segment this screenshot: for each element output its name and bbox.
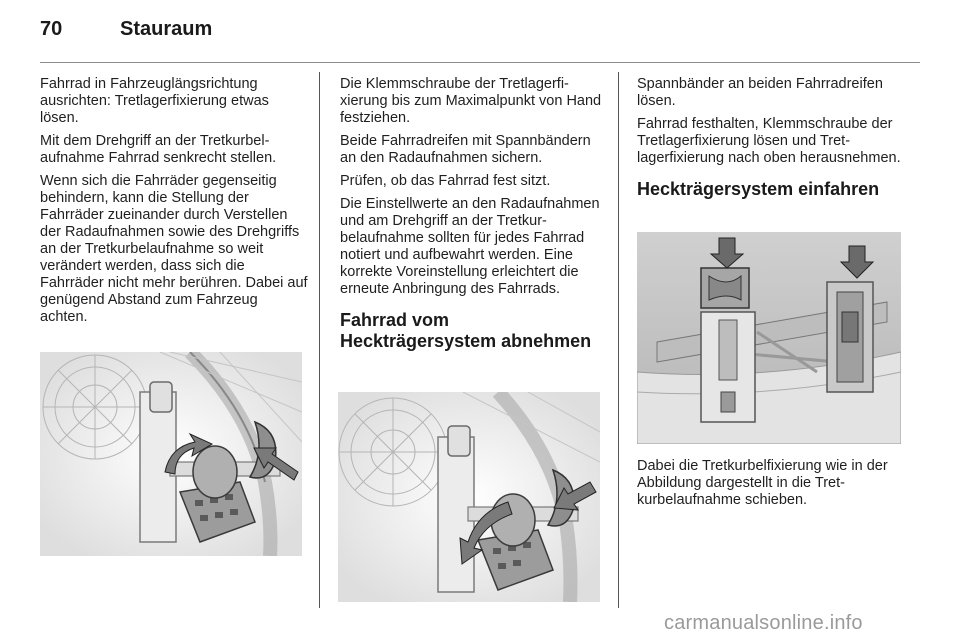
- paragraph-insert-fixture: Dabei die Tretkurbelfixierung wie in der Abbildung dargestellt in die Tretkurbelaufnahme schieben.: [637, 458, 888, 508]
- remove-bike-drawing: [338, 392, 600, 602]
- column-3-lower: [637, 458, 905, 515]
- illustration-pedal-mount: [40, 352, 302, 556]
- heading-retract-carrier: Heckträgersystem einfahren: [637, 179, 880, 199]
- illustration-retract-carrier: [637, 232, 901, 444]
- column-3: [637, 76, 905, 212]
- page-header: [40, 18, 920, 52]
- pedal-mount-drawing: [40, 352, 302, 556]
- paragraph-release-straps: Spannbänder an beiden Fahrradreifen lösen.: [637, 76, 883, 109]
- heading-remove-bike: Fahrrad vom Heckträgersystem abnehmen: [340, 310, 592, 351]
- column-divider-2: [618, 72, 619, 608]
- column-1: [40, 76, 308, 332]
- paragraph-align-bike: Fahrrad in Fahrzeuglängsrichtung ausrichten: Tretlagerfixierung etwas lösen.: [40, 76, 269, 126]
- retract-carrier-drawing: [637, 232, 901, 444]
- watermark: carmanualsonline.info: [664, 612, 863, 634]
- illustration-remove-bike: [338, 392, 600, 602]
- paragraph-hold-bike: Fahrrad festhalten, Klemmschraube der Tretlagerfixierung lösen und Tretlagerfixierung nach oben herausnehmen.: [637, 116, 901, 166]
- column-2: [340, 76, 608, 364]
- page-title: Stauraum: [120, 18, 213, 40]
- paragraph-secure-tyres: Beide Fahrradreifen mit Spannbändern an den Radaufnahmen sichern.: [340, 133, 591, 166]
- paragraph-tighten-screw: Die Klemmschraube der Tretlagerfixierung bis zum Maximalpunkt von Hand festziehen.: [340, 76, 602, 126]
- paragraph-note-settings: Die Einstellwerte an den Radaufnahmen und am Drehgriff an der Tretkurbelaufnahme sollten für jedes Fahrrad notiert und aufbewahrt werden. Eine korrekte Voreinstellung erleichtert die erneute Anbringung des Fahrrads.: [340, 196, 600, 297]
- page-number: 70: [40, 18, 63, 40]
- paragraph-turn-knob: Mit dem Drehgriff an der Tretkurbelaufnahme Fahrrad senkrecht stellen.: [40, 133, 277, 166]
- column-divider-1: [319, 72, 320, 608]
- paragraph-check-bike: Prüfen, ob das Fahrrad fest sitzt.: [340, 173, 551, 189]
- paragraph-adjust-bikes: Wenn sich die Fahrräder gegenseitig behindern, kann die Stellung der Fahrräder zueinander durch Verstellen der Radaufnahmen sowie des Drehgriffs an der Tretkurbelaufnahme so weit verändert werden, dass sich die Fahrräder nicht mehr berühren. Dabei auf genügend Abstand zum Fahrzeug achten.: [40, 173, 308, 325]
- header-rule: [40, 62, 920, 63]
